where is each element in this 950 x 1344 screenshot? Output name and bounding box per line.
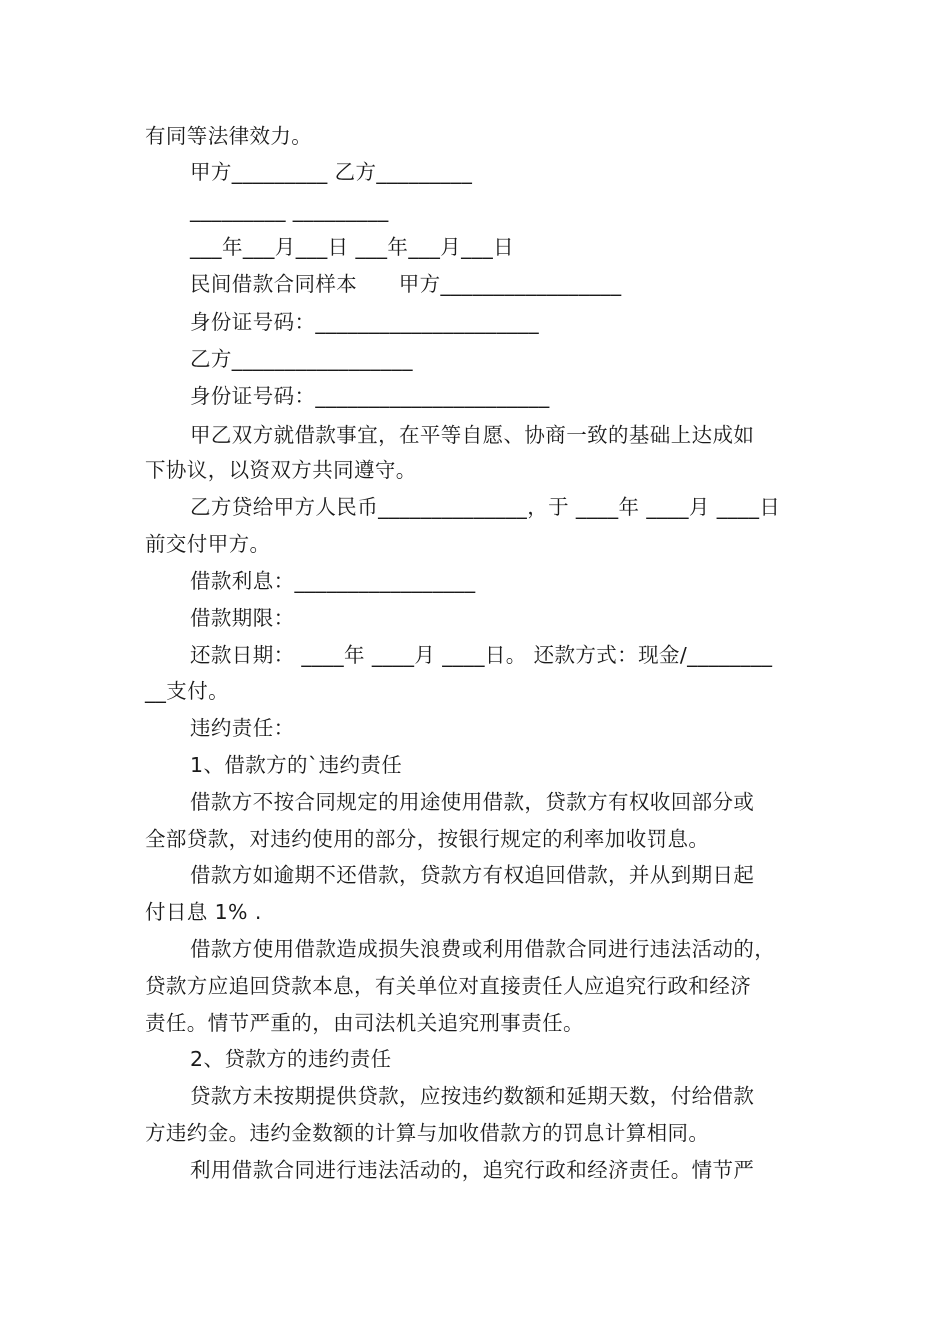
text-line: 有同等法律效力。 — [145, 124, 313, 148]
text-line: 全部贷款，对违约使用的部分，按银行规定的利率加收罚息。 — [145, 827, 710, 851]
text-line: ___年___月___日 ___年___月___日 — [190, 235, 515, 259]
text-line: 下协议，以资双方共同遵守。 — [145, 458, 417, 482]
text-line: 方违约金。违约金数额的计算与加收借款方的罚息计算相同。 — [145, 1121, 710, 1145]
text-line: __支付。 — [145, 679, 229, 703]
text-line: 借款利息：_________________ — [190, 569, 476, 593]
text-line: 付日息 1% . — [145, 900, 262, 924]
text-line: 身份证号码：_____________________ — [190, 310, 540, 334]
text-line: 1、借款方的`违约责任 — [190, 753, 403, 777]
text-line: 贷款方未按期提供贷款，应按违约数额和延期天数，付给借款 — [190, 1084, 755, 1108]
text-line: 2、贷款方的违约责任 — [190, 1047, 392, 1071]
text-line: 借款期限： — [190, 606, 295, 630]
text-line: 身份证号码：______________________ — [190, 384, 550, 408]
text-line: 违约责任： — [190, 716, 295, 740]
text-line: 责任。情节严重的，由司法机关追究刑事责任。 — [145, 1011, 584, 1035]
text-line: 利用借款合同进行违法活动的，追究行政和经济责任。情节严 — [190, 1158, 755, 1182]
text-line: 民间借款合同样本 甲方_________________ — [190, 272, 622, 296]
text-line: 借款方如逾期不还借款，贷款方有权追回借款，并从到期日起 — [190, 863, 755, 887]
text-line: 借款方不按合同规定的用途使用借款，贷款方有权收回部分或 — [190, 790, 755, 814]
text-line: 乙方_________________ — [190, 347, 413, 371]
text-line: _________ _________ — [190, 198, 389, 222]
text-line: 乙方贷给甲方人民币______________，于 ____年 ____月 ____日 — [190, 495, 781, 519]
text-line: 前交付甲方。 — [145, 532, 271, 556]
text-line: 甲方_________ 乙方_________ — [190, 160, 473, 184]
text-line: 借款方使用借款造成损失浪费或利用借款合同进行违法活动的， — [190, 937, 776, 961]
text-line: 还款日期： ____年 ____月 ____日。 还款方式：现金/________ — [190, 643, 773, 667]
text-line: 贷款方应追回贷款本息，有关单位对直接责任人应追究行政和经济 — [145, 974, 752, 998]
text-line: 甲乙双方就借款事宜，在平等自愿、协商一致的基础上达成如 — [190, 423, 755, 447]
